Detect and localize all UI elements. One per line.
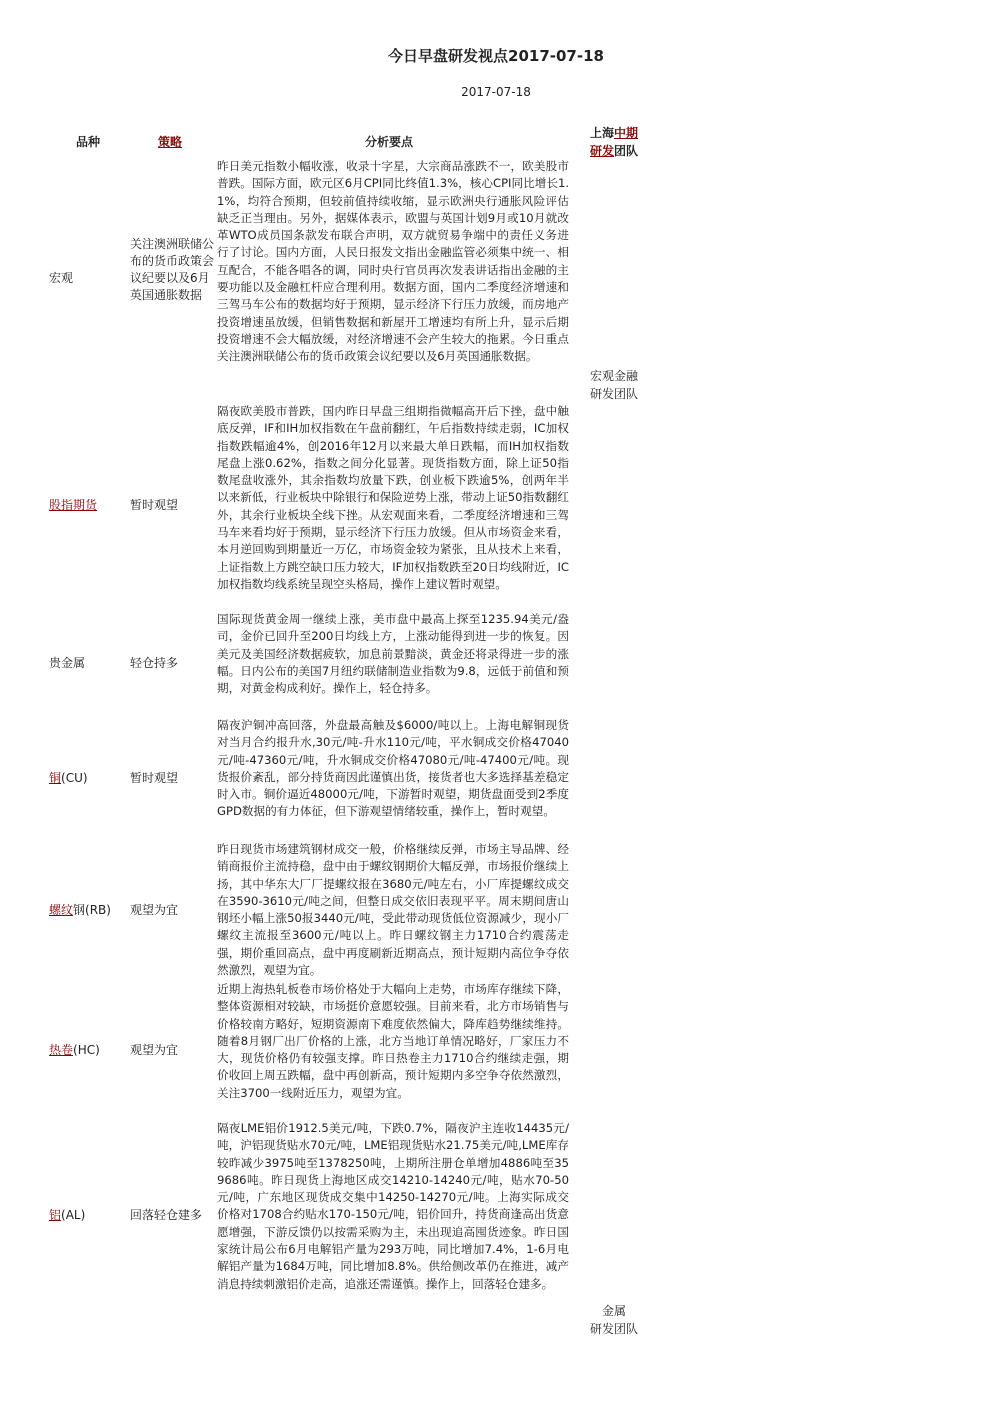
variety-code: (AL) [61,1208,86,1222]
team-name: 金属 [601,1304,626,1318]
variety-name: 宏观 [49,271,74,285]
strategy-cell: 暂时观望 [130,498,179,512]
variety-cell [49,270,129,287]
variety-cell [49,497,129,514]
team-header-link-zhongqi[interactable]: 中期 [614,126,639,140]
team-header [583,124,645,160]
variety-code: 钢(RB) [73,903,111,917]
strategy-cell: 观望为宜 [130,1043,179,1057]
strategy-cell: 关注澳洲联储公布的货币政策会议纪要以及6月英国通胀数据 [130,237,215,302]
page-title: 今日早盘研发视点2017-07-18 [388,47,604,65]
analysis-cell: 国际现货黄金周一继续上涨，美市盘中最高上探至1235.94美元/盎司，金价已回升至200日均线上方，上涨动能得到进一步的恢复。因美元及美国经济数据疲软，加息前景黯淡，黄金还将录得进一步的涨幅。日内公布的美国7月纽约联储制造业指数为9.8，远低于前值和预期，对黄金构成利好。操作上，轻仓持多。 [217,612,569,696]
team-metals [583,1302,645,1338]
header-analysis: 分析要点 [365,135,414,149]
report-date: 2017-07-18 [461,85,531,99]
strategy-cell: 观望为宜 [130,903,179,917]
header-variety: 品种 [76,135,101,149]
analysis-cell: 隔夜LME铝价1912.5美元/吨，下跌0.7%，隔夜沪主连收14435元/吨，沪铝现货贴水70元/吨，LME铝现货贴水21.75美元/吨,LME库存较昨减少3975吨至1378250吨，上期所注册仓单增加4886吨至359686吨。昨日现货上海地区成交14210-14240元/吨，贴水70-50元/吨，广东地区现货成交集中14250-14270元/吨。上海实际成交价格对1708合约贴水170-150元/吨，铝价回升，持货商逢高出货意愿增强，下游反馈仍以按需采购为主，未出现追高囤货迹象。昨日国家统计局公布6月电解铝产量为293万吨，同比增加7.4%，1-6月电解铝产量为1684万吨，同比增加8.8%。供给侧改革仍在推进，减产消息持续刺激铝价走高，追涨还需谨慎。操作上，回落轻仓建多。 [217,1121,569,1291]
variety-cell [49,655,129,672]
variety-code: (HC) [73,1043,100,1057]
team-header-prefix: 上海 [589,126,614,140]
variety-link[interactable]: 热卷 [49,1043,74,1057]
team-name-sub: 研发团队 [589,387,638,401]
analysis-cell: 近期上海热轧板卷市场价格处于大幅向上走势，市场库存继续下降，整体资源相对较缺，市场挺价意愿较强。目前来看，北方市场销售与价格较南方略好，短期资源南下难度依然偏大，降库趋势继续维持。随着8月钢厂出厂价格的上涨，北方当地订单情况略好，厂家压力不大，现货价格仍有较强支撑。昨日热卷主力1710合约继续走强，期价收回上周五跌幅，盘中再创新高，预计短期内多空争夺依然激烈，关注3700一线附近压力，观望为宜。 [217,982,569,1100]
analysis-cell: 隔夜沪铜冲高回落，外盘最高触及$6000/吨以上。上海电解铜现货对当月合约报升水,30元/吨-升水110元/吨，平水铜成交价格47040元/吨-47360元/吨，升水铜成交价格47080元/吨-47400元/吨。现货报价紊乱，部分持货商因此谨慎出货，接货者也大多选择基差稳定时入市。铜价逼近48000元/吨，下游暂时观望，期货盘面受到2季度GPD数据的有力体征，但下游观望情绪较重，操作上，暂时观望。 [217,718,569,819]
variety-link[interactable]: 铜 [49,771,62,785]
variety-cell [49,770,129,787]
team-header-suffix: 团队 [614,144,639,158]
variety-link[interactable]: 铝 [49,1208,62,1222]
variety-name: 贵金属 [49,656,86,670]
variety-cell [49,1207,129,1224]
variety-link[interactable]: 螺纹 [49,903,74,917]
team-header-link-yanfa[interactable]: 研发 [589,144,614,158]
analysis-cell: 昨日美元指数小幅收涨，收录十字星，大宗商品涨跌不一，欧美股市普跌。国际方面，欧元区6月CPI同比终值1.3%，核心CPI同比增长1.1%，均符合预期，但较前值持续收缩，显示欧洲央行通胀风险评估缺乏正当理由。另外，据媒体表示，欧盟与英国计划9月或10月就改革WTO成员国条款发布联合声明，双方就贸易争端中的责任义务进行了讨论。国内方面，人民日报发文指出金融监管必须集中统一、相互配合，不能各唱各的调，同时央行官员再次发表讲话指出金融的主要功能以及金融杠杆应合理利用。数据方面，国内二季度经济增速和三驾马车公布的数据均好于预期，显示经济下行压力放缓，而房地产投资增速虽放缓，但销售数据和新屋开工增速均有所上升，显示后期投资增速不会大幅放缓，对经济增速不会产生较大的拖累。今日重点关注澳洲联储公布的货币政策会议纪要以及6月英国通胀数据。 [217,159,569,364]
analysis-cell: 隔夜欧美股市普跌，国内昨日早盘三组期指微幅高开后下挫，盘中触底反弹，IF和IH加权指数在午盘前翻红，午后指数持续走弱，IC加权指数跌幅逾4%，创2016年12月以来最大单日跌幅，而IH加权指数尾盘上涨0.62%，指数之间分化显著。现货指数方面，除上证50指数尾盘收涨外，其余指数均放量下跌，创业板下跌逾5%，创两年半以来新低，行业板块中除银行和保险逆势上涨，带动上证50指数翻红外，其余行业板块全线下挫。从宏观面来看，二季度经济增速和三驾马车来看均好于预期，显示经济下行压力放缓。但从市场资金来看，本月逆回购到期量近一万亿，市场资金较为紧张，且从技术上来看，上证指数上方跳空缺口压力较大，IF加权指数跌至20日均线附近，IC加权指数均线系统呈现空头格局，操作上建议暂时观望。 [217,404,569,591]
analysis-cell: 昨日现货市场建筑钢材成交一般，价格继续反弹，市场主导品牌、经销商报价主流持稳，盘中由于螺纹钢期价大幅反弹，市场报价继续上扬，其中华东大厂厂提螺纹报在3680元/吨左右，小厂库提螺纹成交在3590-3610元/吨之间，但整日成交依旧表现平平。周末期间唐山钢坯小幅上涨50报3440元/吨，受此带动现货低位资源减少，现小厂螺纹主流报至3600元/吨以上。昨日螺纹钢主力1710合约震荡走强，期价重回高点，盘中再度刷新近期高点，预计短期内高位争夺依然激烈，观望为宜。 [217,842,569,978]
variety-cell [49,902,129,919]
strategy-cell: 轻仓持多 [130,656,179,670]
variety-link[interactable]: 股指期货 [49,498,98,512]
variety-code: (CU) [61,771,88,785]
team-macro-finance [583,367,645,403]
header-strategy-link[interactable]: 策略 [158,135,183,149]
strategy-cell: 暂时观望 [130,771,179,785]
team-name-sub: 研发团队 [589,1322,638,1336]
variety-cell [49,1042,129,1059]
team-name: 宏观金融 [589,369,638,383]
strategy-cell: 回落轻仓建多 [130,1208,203,1222]
